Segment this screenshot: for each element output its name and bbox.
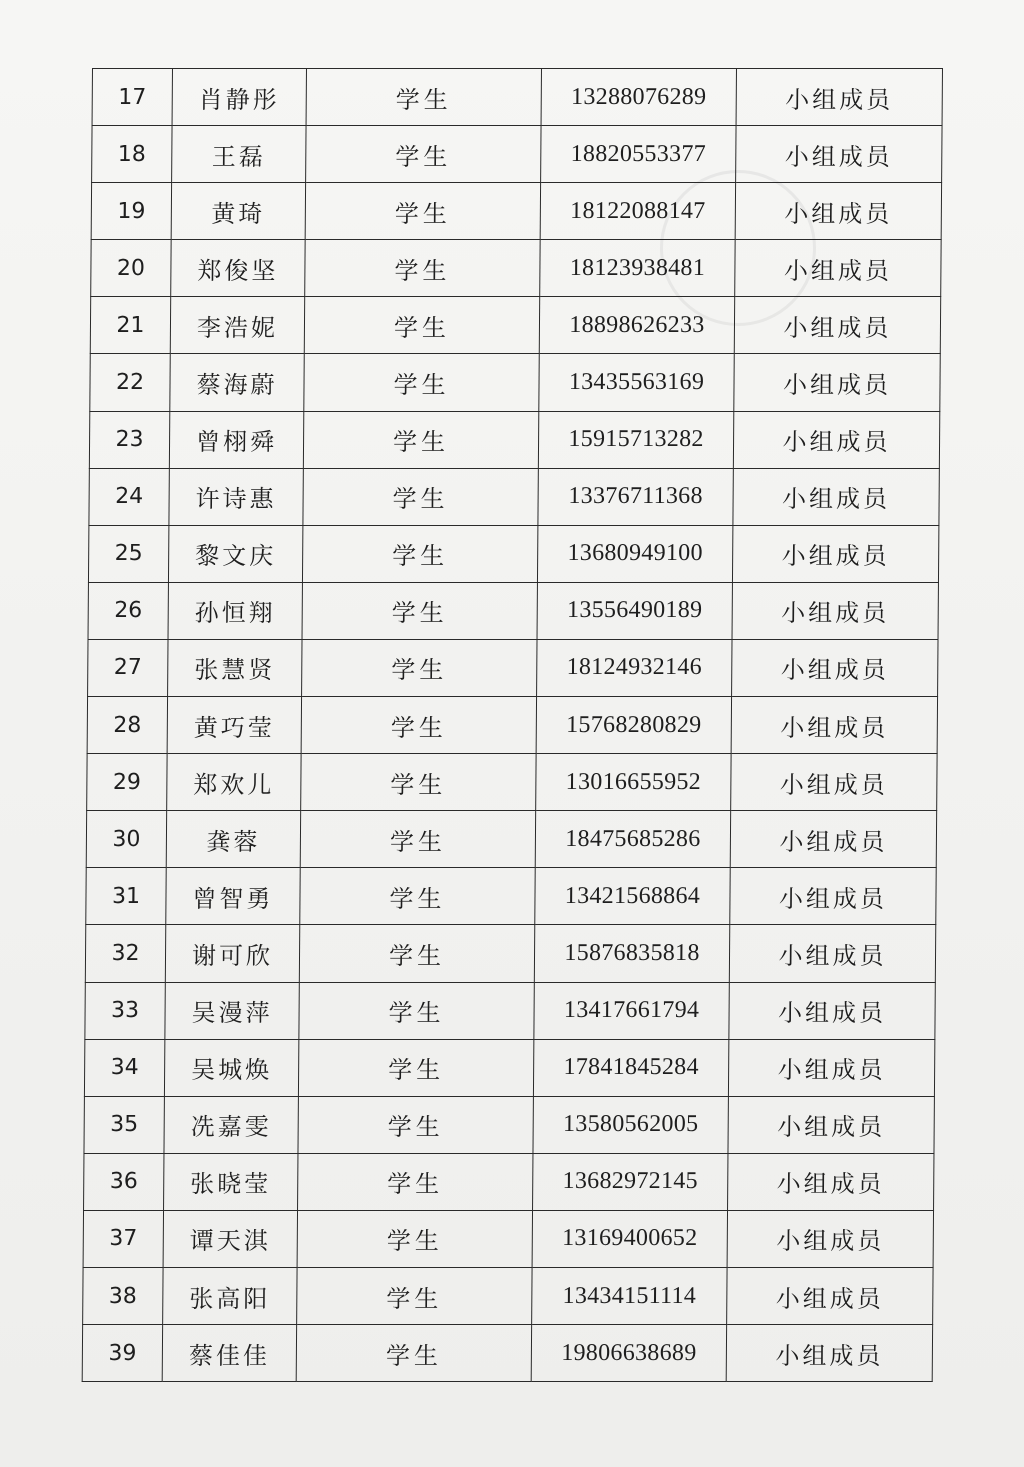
member-name: 黎文庆 [168,525,302,582]
table-row [89,411,939,468]
member-position: 小组成员 [736,126,942,183]
member-name: 谭天淇 [163,1210,297,1267]
member-name: 黄巧莹 [167,697,301,754]
member-name: 张高阳 [163,1267,297,1324]
member-phone: 15876835818 [534,925,729,982]
member-position: 小组成员 [729,925,935,982]
row-number: 22 [90,354,170,411]
table-row [85,982,935,1039]
member-name: 王磊 [172,126,306,183]
member-phone: 19806638689 [531,1325,726,1382]
row-number: 21 [90,297,170,354]
member-name: 李浩妮 [170,297,304,354]
member-name: 吴城焕 [164,1039,298,1096]
member-role: 学生 [297,1267,532,1324]
member-name: 郑欢儿 [167,754,301,811]
member-role: 学生 [301,754,536,811]
member-phone: 13680949100 [537,525,732,582]
member-table [82,68,943,1382]
member-phone: 13421568864 [535,868,730,925]
member-position: 小组成员 [728,1153,934,1210]
member-phone: 13288076289 [541,69,736,126]
member-position: 小组成员 [734,297,940,354]
member-phone: 13435563169 [539,354,734,411]
table-row [92,69,942,126]
member-name: 张慧贤 [168,639,302,696]
table-row [85,925,935,982]
table-row [90,297,940,354]
table-row [90,354,940,411]
member-role: 学生 [303,411,538,468]
member-phone: 18898626233 [539,297,734,354]
row-number: 30 [86,811,166,868]
table-row [91,183,941,240]
row-number: 18 [92,126,172,183]
member-position: 小组成员 [730,868,936,925]
member-role: 学生 [301,697,536,754]
member-name: 蔡海蔚 [170,354,304,411]
member-position: 小组成员 [736,69,942,126]
member-phone: 18122088147 [540,183,735,240]
row-number: 24 [89,468,169,525]
table-row [86,811,936,868]
row-number: 33 [85,982,165,1039]
member-role: 学生 [305,240,540,297]
row-number: 17 [92,69,172,126]
table-row [92,126,942,183]
member-role: 学生 [304,354,539,411]
table-row [87,754,937,811]
table-row [83,1267,933,1324]
table-row [83,1210,933,1267]
member-name: 谢可欣 [165,925,299,982]
member-position: 小组成员 [727,1210,933,1267]
member-phone: 18820553377 [541,126,736,183]
table-row [87,697,937,754]
row-number: 20 [91,240,171,297]
row-number: 27 [88,639,168,696]
member-phone: 13580562005 [533,1096,728,1153]
member-role: 学生 [305,183,540,240]
member-phone: 13434151114 [532,1267,727,1324]
member-phone: 13376711368 [538,468,733,525]
row-number: 28 [87,697,167,754]
member-role: 学生 [300,811,535,868]
member-phone: 15768280829 [536,697,731,754]
member-phone: 18123938481 [540,240,735,297]
member-position: 小组成员 [732,639,938,696]
table-row [86,868,936,925]
table-row [84,1153,934,1210]
member-role: 学生 [299,925,534,982]
row-number: 19 [91,183,171,240]
row-number: 37 [83,1210,163,1267]
member-phone: 18124932146 [537,639,732,696]
member-position: 小组成员 [732,582,938,639]
member-position: 小组成员 [727,1267,933,1324]
member-position: 小组成员 [733,468,939,525]
member-role: 学生 [298,1096,533,1153]
table-row [84,1039,934,1096]
row-number: 31 [86,868,166,925]
member-role: 学生 [302,582,537,639]
member-name: 吴漫萍 [165,982,299,1039]
member-name: 龚蓉 [166,811,300,868]
member-name: 肖静彤 [172,69,306,126]
member-role: 学生 [302,639,537,696]
member-position: 小组成员 [729,982,935,1039]
table-row [91,240,941,297]
row-number: 32 [85,925,165,982]
member-role: 学生 [306,69,541,126]
member-position: 小组成员 [731,697,937,754]
member-name: 黄琦 [171,183,305,240]
member-name: 冼嘉雯 [164,1096,298,1153]
member-name: 张晓莹 [164,1153,298,1210]
member-phone: 13169400652 [532,1210,727,1267]
member-name: 曾栩舜 [169,411,303,468]
member-role: 学生 [298,1153,533,1210]
member-phone: 18475685286 [535,811,730,868]
member-name: 郑俊坚 [171,240,305,297]
member-role: 学生 [300,868,535,925]
member-phone: 13556490189 [537,582,732,639]
member-phone: 13016655952 [536,754,731,811]
member-role: 学生 [298,1039,533,1096]
member-phone: 15915713282 [538,411,733,468]
row-number: 29 [87,754,167,811]
table-row [88,525,938,582]
row-number: 34 [84,1039,164,1096]
member-role: 学生 [303,468,538,525]
table-row [88,639,938,696]
table-row [89,468,939,525]
table-row [84,1096,934,1153]
member-role: 学生 [306,126,541,183]
member-name: 孙恒翔 [168,582,302,639]
member-table-body [82,69,942,1382]
member-position: 小组成员 [731,754,937,811]
member-position: 小组成员 [728,1039,934,1096]
row-number: 25 [88,525,168,582]
member-position: 小组成员 [735,183,941,240]
table-row [88,582,938,639]
member-role: 学生 [304,297,539,354]
member-phone: 13682972145 [533,1153,728,1210]
member-name: 曾智勇 [166,868,300,925]
member-role: 学生 [299,982,534,1039]
member-role: 学生 [296,1325,531,1382]
member-position: 小组成员 [728,1096,934,1153]
row-number: 38 [83,1267,163,1324]
row-number: 36 [84,1153,164,1210]
row-number: 39 [82,1325,162,1382]
row-number: 35 [84,1096,164,1153]
member-name: 蔡佳佳 [162,1325,296,1382]
member-role: 学生 [302,525,537,582]
table-row [82,1325,932,1382]
member-role: 学生 [297,1210,532,1267]
member-position: 小组成员 [735,240,941,297]
member-phone: 17841845284 [533,1039,728,1096]
member-position: 小组成员 [732,525,938,582]
row-number: 26 [88,582,168,639]
member-name: 许诗惠 [169,468,303,525]
member-position: 小组成员 [730,811,936,868]
member-position: 小组成员 [734,354,940,411]
member-position: 小组成员 [733,411,939,468]
member-position: 小组成员 [726,1325,932,1382]
member-phone: 13417661794 [534,982,729,1039]
row-number: 23 [89,411,169,468]
